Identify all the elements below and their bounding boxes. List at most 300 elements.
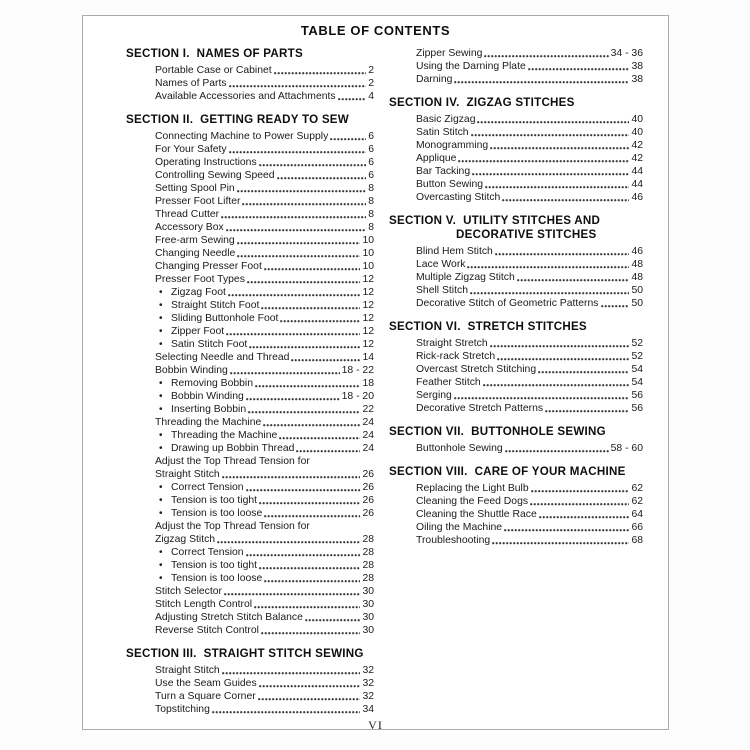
toc-entry xyxy=(389,521,643,534)
dot-leader xyxy=(263,423,360,427)
dot-leader xyxy=(249,345,360,349)
toc-entry xyxy=(126,677,374,690)
section-heading: SECTION VIII. CARE OF YOUR MACHINE xyxy=(389,465,626,478)
toc-entry-label: Cleaning the Feed Dogs xyxy=(416,496,529,507)
dot-leader xyxy=(226,228,367,232)
dot-leader xyxy=(237,254,360,258)
toc-entry-label: Setting Spool Pin xyxy=(155,183,235,194)
toc-entry xyxy=(389,350,643,363)
dot-leader xyxy=(248,410,360,414)
toc-entry-label: Controlling Sewing Speed xyxy=(155,170,275,181)
dot-leader xyxy=(470,291,629,295)
toc-entry-page: 42 xyxy=(631,140,643,151)
toc-entry-page: 18 - 20 xyxy=(341,391,374,402)
dot-leader xyxy=(259,501,360,505)
section-heading-line2: DECORATIVE STITCHES xyxy=(456,228,597,241)
toc-entry xyxy=(389,152,643,165)
dot-leader xyxy=(259,163,367,167)
dot-leader xyxy=(502,198,629,202)
dot-leader xyxy=(539,515,630,519)
toc-entry-page: 28 xyxy=(362,560,374,571)
dot-leader xyxy=(531,489,630,493)
toc-entry xyxy=(126,533,374,546)
toc-entry xyxy=(126,169,374,182)
toc-entry-label: Troubleshooting xyxy=(416,535,491,546)
toc-entry xyxy=(389,442,643,455)
dot-leader xyxy=(483,383,630,387)
toc-entry-page: 14 xyxy=(362,352,374,363)
dot-leader xyxy=(471,133,630,137)
toc-entry xyxy=(389,113,643,126)
toc-entry-label: Rick-rack Stretch xyxy=(416,351,496,362)
toc-entry-page: 26 xyxy=(362,482,374,493)
toc-entry-page: 62 xyxy=(631,483,643,494)
toc-entry-label: • Correct Tension xyxy=(171,482,244,493)
toc-entry-label: Changing Needle xyxy=(155,248,236,259)
toc-entry-label: Adjust the Top Thread Tension for xyxy=(155,456,310,467)
toc-entry-page: 12 xyxy=(362,287,374,298)
toc-entry-label: Lace Work xyxy=(416,259,466,270)
toc-entry-page: 48 xyxy=(631,259,643,270)
toc-entry-page: 26 xyxy=(362,508,374,519)
toc-entry xyxy=(126,299,374,312)
toc-entry-label: Use the Seam Guides xyxy=(155,678,257,689)
toc-entry xyxy=(389,178,643,191)
toc-entry-label: Decorative Stretch Patterns xyxy=(416,403,544,414)
toc-entry-label: Using the Darning Plate xyxy=(416,61,526,72)
dot-leader xyxy=(305,618,361,622)
toc-entry-label: Topstitching xyxy=(155,704,210,715)
toc-entry-page: 8 xyxy=(368,196,374,207)
toc-entry-page: 44 xyxy=(631,179,643,190)
toc-entry xyxy=(126,598,374,611)
toc-entry xyxy=(126,325,374,338)
toc-entry xyxy=(389,376,643,389)
toc-entry-page: 64 xyxy=(631,509,643,520)
toc-entry xyxy=(126,468,374,481)
toc-entry-page: 12 xyxy=(362,300,374,311)
dot-leader xyxy=(237,189,367,193)
dot-leader xyxy=(217,540,360,544)
toc-entry-page: 40 xyxy=(631,114,643,125)
dot-leader xyxy=(222,475,361,479)
toc-entry-label: Stitch Selector xyxy=(155,586,222,597)
toc-entry xyxy=(126,195,374,208)
toc-entry-page: 10 xyxy=(362,235,374,246)
toc-entry xyxy=(389,47,643,60)
dot-leader xyxy=(497,357,629,361)
toc-entry-page: 58 - 60 xyxy=(610,443,643,454)
toc-entry-label: Overcast Stretch Stitching xyxy=(416,364,537,375)
toc-entry-page: 28 xyxy=(362,547,374,558)
dot-leader xyxy=(472,172,629,176)
dot-leader xyxy=(545,409,629,413)
toc-entry xyxy=(126,481,374,494)
dot-leader xyxy=(246,488,361,492)
toc-entry xyxy=(126,507,374,520)
dot-leader xyxy=(485,185,629,189)
dot-leader xyxy=(247,280,361,284)
dot-leader xyxy=(228,293,361,297)
toc-entry xyxy=(389,245,643,258)
dot-leader xyxy=(490,146,629,150)
toc-entry-page: 6 xyxy=(368,131,374,142)
toc-entry xyxy=(126,546,374,559)
section-heading: SECTION V. UTILITY STITCHES AND xyxy=(389,214,601,227)
dot-leader xyxy=(291,358,360,362)
toc-entry xyxy=(389,508,643,521)
toc-entry-page: 62 xyxy=(631,496,643,507)
toc-entry-page: 28 xyxy=(362,573,374,584)
dot-leader xyxy=(230,371,340,375)
toc-entry xyxy=(126,286,374,299)
toc-entry-page: 48 xyxy=(631,272,643,283)
toc-entry xyxy=(126,572,374,585)
toc-entry-page: 8 xyxy=(368,222,374,233)
toc-entry-label: Operating Instructions xyxy=(155,157,257,168)
dot-leader xyxy=(279,436,360,440)
toc-entry-label: Bar Tacking xyxy=(416,166,471,177)
dot-leader xyxy=(538,370,629,374)
section-heading: SECTION I. NAMES OF PARTS xyxy=(126,47,303,60)
toc-entry xyxy=(389,60,643,73)
toc-entry xyxy=(389,402,643,415)
toc-entry-page: 22 xyxy=(362,404,374,415)
toc-entry-label: Available Accessories and Attachments xyxy=(155,91,336,102)
toc-entry xyxy=(389,495,643,508)
dot-leader xyxy=(246,553,361,557)
toc-entry-page: 18 - 22 xyxy=(341,365,374,376)
toc-entry xyxy=(126,247,374,260)
toc-entry-page: 10 xyxy=(362,261,374,272)
toc-entry xyxy=(126,455,374,468)
toc-entry xyxy=(126,585,374,598)
dot-leader xyxy=(221,215,366,219)
toc-entry-label: Buttonhole Sewing xyxy=(416,443,503,454)
dot-leader xyxy=(517,278,630,282)
dot-leader xyxy=(458,159,629,163)
toc-entry-page: 12 xyxy=(362,313,374,324)
toc-entry-label: Oiling the Machine xyxy=(416,522,503,533)
dot-leader xyxy=(226,332,360,336)
toc-entry-page: 66 xyxy=(631,522,643,533)
toc-entry-label: Satin Stitch xyxy=(416,127,469,138)
toc-entry-label: • Tension is too loose xyxy=(171,573,263,584)
dot-leader xyxy=(296,449,360,453)
toc-entry-label: Multiple Zigzag Stitch xyxy=(416,272,515,283)
dot-leader xyxy=(229,150,367,154)
dot-leader xyxy=(490,344,630,348)
toc-entry xyxy=(126,559,374,572)
toc-entry-label: Cleaning the Shuttle Race xyxy=(416,509,537,520)
toc-entry-label: Thread Cutter xyxy=(155,209,220,220)
dot-leader xyxy=(259,684,361,688)
toc-entry-page: 40 xyxy=(631,127,643,138)
dot-leader xyxy=(454,396,630,400)
toc-entry-label: Shell Stitch xyxy=(416,285,468,296)
toc-entry-page: 6 xyxy=(368,144,374,155)
toc-entry-label: Presser Foot Types xyxy=(155,274,245,285)
toc-entry-label: Changing Presser Foot xyxy=(155,261,262,272)
toc-entry-label: Accessory Box xyxy=(155,222,224,233)
toc-entry-label: Straight Stretch xyxy=(416,338,488,349)
toc-entry-label: Connecting Machine to Power Supply xyxy=(155,131,329,142)
toc-entry-page: 46 xyxy=(631,246,643,257)
toc-entry xyxy=(126,494,374,507)
dot-leader xyxy=(277,176,367,180)
toc-entry-page: 24 xyxy=(362,430,374,441)
dot-leader xyxy=(264,579,360,583)
toc-entry xyxy=(126,377,374,390)
toc-entry xyxy=(126,442,374,455)
toc-entry xyxy=(389,165,643,178)
toc-entry-page: 52 xyxy=(631,338,643,349)
toc-entry xyxy=(126,351,374,364)
toc-entry xyxy=(126,520,374,533)
dot-leader xyxy=(274,71,367,75)
toc-entry-label: • Inserting Bobbin xyxy=(171,404,247,415)
toc-entry-label: Turn a Square Corner xyxy=(155,691,256,702)
manual-toc-page xyxy=(82,15,669,730)
toc-entry-page: 32 xyxy=(362,665,374,676)
toc-entry xyxy=(389,271,643,284)
toc-entry-page: 6 xyxy=(368,170,374,181)
dot-leader xyxy=(280,319,360,323)
dot-leader xyxy=(601,304,630,308)
dot-leader xyxy=(454,80,629,84)
toc-entry-label: Adjust the Top Thread Tension for xyxy=(155,521,310,532)
section-heading: SECTION IV. ZIGZAG STITCHES xyxy=(389,96,575,109)
section-heading: SECTION II. GETTING READY TO SEW xyxy=(126,113,349,126)
toc-entry-page: 24 xyxy=(362,417,374,428)
dot-leader xyxy=(492,541,629,545)
toc-entry-label: • Threading the Machine xyxy=(171,430,278,441)
toc-entry xyxy=(389,534,643,547)
toc-entry xyxy=(126,77,374,90)
toc-entry-page: 30 xyxy=(362,599,374,610)
toc-entry xyxy=(126,234,374,247)
toc-entry-page: 10 xyxy=(362,248,374,259)
toc-entry-page: 12 xyxy=(362,326,374,337)
toc-entry-page: 8 xyxy=(368,209,374,220)
section-heading: SECTION VII. BUTTONHOLE SEWING xyxy=(389,425,606,438)
toc-entry xyxy=(126,273,374,286)
dot-leader xyxy=(528,67,630,71)
dot-leader xyxy=(261,631,360,635)
toc-entry-label: • Bobbin Winding xyxy=(171,391,244,402)
toc-entry-label: Adjusting Stretch Stitch Balance xyxy=(155,612,303,623)
toc-entry-page: 42 xyxy=(631,153,643,164)
toc-entry-page: 30 xyxy=(362,625,374,636)
toc-entry xyxy=(389,284,643,297)
toc-entry-page: 68 xyxy=(631,535,643,546)
toc-entry-label: Basic Zigzag xyxy=(416,114,476,125)
toc-entry-page: 6 xyxy=(368,157,374,168)
toc-entry-label: Monogramming xyxy=(416,140,489,151)
dot-leader xyxy=(261,306,360,310)
toc-entry xyxy=(126,90,374,103)
toc-entry xyxy=(126,143,374,156)
toc-entry-page: 32 xyxy=(362,691,374,702)
toc-entry-label: • Zigzag Foot xyxy=(171,287,226,298)
toc-entry-label: • Removing Bobbin xyxy=(171,378,254,389)
toc-entry-label: • Tension is too loose xyxy=(171,508,263,519)
toc-entry xyxy=(389,139,643,152)
section-heading: SECTION III. STRAIGHT STITCH SEWING xyxy=(126,647,364,660)
toc-entry-page: 30 xyxy=(362,612,374,623)
toc-entry-label: Overcasting Stitch xyxy=(416,192,501,203)
toc-entry-page: 32 xyxy=(362,678,374,689)
toc-column-right xyxy=(389,47,643,547)
toc-entry xyxy=(126,156,374,169)
toc-entry xyxy=(126,312,374,325)
toc-entry xyxy=(389,337,643,350)
toc-entry-label: • Sliding Buttonhole Foot xyxy=(171,313,279,324)
toc-entry xyxy=(126,664,374,677)
dot-leader xyxy=(212,710,361,714)
toc-entry-label: Applique xyxy=(416,153,457,164)
dot-leader xyxy=(505,449,609,453)
toc-entry-label: Names of Parts xyxy=(155,78,227,89)
dot-leader xyxy=(237,241,361,245)
dot-leader xyxy=(242,202,366,206)
toc-entry-page: 2 xyxy=(368,78,374,89)
toc-entry-page: 12 xyxy=(362,339,374,350)
toc-entry xyxy=(126,403,374,416)
toc-entry xyxy=(126,182,374,195)
toc-entry-label: Presser Foot Lifter xyxy=(155,196,241,207)
toc-entry-label: Serging xyxy=(416,390,452,401)
toc-entry-label: • Zipper Foot xyxy=(171,326,225,337)
toc-entry-page: 34 - 36 xyxy=(610,48,643,59)
toc-entry-label: Bobbin Winding xyxy=(155,365,228,376)
toc-entry-page: 38 xyxy=(631,74,643,85)
toc-entry-label: Feather Stitch xyxy=(416,377,481,388)
toc-entry-label: Button Sewing xyxy=(416,179,484,190)
toc-entry-page: 44 xyxy=(631,166,643,177)
toc-entry-page: 26 xyxy=(362,495,374,506)
toc-entry-label: • Tension is too tight xyxy=(171,495,258,506)
toc-entry xyxy=(389,73,643,86)
toc-entry xyxy=(389,297,643,310)
toc-entry-label: • Drawing up Bobbin Thread xyxy=(171,443,295,454)
toc-entry-label: • Satin Stitch Foot xyxy=(171,339,248,350)
dot-leader xyxy=(264,267,361,271)
dot-leader xyxy=(264,514,360,518)
toc-entry-label: Selecting Needle and Thread xyxy=(155,352,290,363)
toc-entry-page: 56 xyxy=(631,390,643,401)
dot-leader xyxy=(229,84,367,88)
dot-leader xyxy=(224,592,360,596)
toc-entry-label: Portable Case or Cabinet xyxy=(155,65,272,76)
toc-entry-page: 34 xyxy=(362,704,374,715)
toc-entry xyxy=(126,390,374,403)
toc-entry-label: Blind Hem Stitch xyxy=(416,246,493,257)
toc-entry-page: 54 xyxy=(631,364,643,375)
toc-entry-label: Straight Stitch xyxy=(155,469,220,480)
dot-leader xyxy=(222,671,361,675)
toc-entry-page: 56 xyxy=(631,403,643,414)
toc-entry xyxy=(126,703,374,716)
toc-entry-page: 18 xyxy=(362,378,374,389)
toc-entry-label: • Tension is too tight xyxy=(171,560,258,571)
toc-entry-page: 54 xyxy=(631,377,643,388)
toc-entry xyxy=(126,208,374,221)
dot-leader xyxy=(477,120,629,124)
toc-entry xyxy=(389,389,643,402)
dot-leader xyxy=(504,528,629,532)
toc-entry-page: 50 xyxy=(631,298,643,309)
toc-entry xyxy=(389,191,643,204)
toc-entry-label: For Your Safety xyxy=(155,144,227,155)
toc-entry xyxy=(126,338,374,351)
toc-entry-page: 24 xyxy=(362,443,374,454)
toc-entry-label: Reverse Stitch Control xyxy=(155,625,259,636)
page-title: TABLE OF CONTENTS xyxy=(300,23,451,38)
toc-entry-label: Replacing the Light Bulb xyxy=(416,483,529,494)
toc-entry xyxy=(126,364,374,377)
toc-entry-label: • Correct Tension xyxy=(171,547,244,558)
toc-entry-label: Free-arm Sewing xyxy=(155,235,235,246)
toc-entry-label: Straight Stitch xyxy=(155,665,220,676)
toc-entry-page: 30 xyxy=(362,586,374,597)
toc-entry-label: Stitch Length Control xyxy=(155,599,253,610)
toc-entry-label: Zigzag Stitch xyxy=(155,534,216,545)
toc-entry xyxy=(126,611,374,624)
dot-leader xyxy=(254,605,360,609)
toc-entry-label: • Straight Stitch Foot xyxy=(171,300,260,311)
toc-entry xyxy=(126,64,374,77)
dot-leader xyxy=(255,384,360,388)
toc-entry xyxy=(126,690,374,703)
toc-entry-label: Decorative Stitch of Geometric Patterns xyxy=(416,298,599,309)
toc-entry xyxy=(126,130,374,143)
toc-column-left xyxy=(126,47,374,716)
toc-entry-page: 8 xyxy=(368,183,374,194)
section-heading: SECTION VI. STRETCH STITCHES xyxy=(389,320,587,333)
toc-entry xyxy=(389,363,643,376)
toc-entry xyxy=(126,624,374,637)
dot-leader xyxy=(330,137,366,141)
dot-leader xyxy=(530,502,629,506)
toc-entry xyxy=(389,482,643,495)
toc-entry xyxy=(126,416,374,429)
toc-entry xyxy=(126,260,374,273)
dot-leader xyxy=(484,54,608,58)
toc-entry-page: 52 xyxy=(631,351,643,362)
toc-entry-page: 4 xyxy=(368,91,374,102)
dot-leader xyxy=(258,697,361,701)
toc-entry-page: 12 xyxy=(362,274,374,285)
toc-entry xyxy=(126,221,374,234)
dot-leader xyxy=(467,265,629,269)
toc-entry-page: 2 xyxy=(368,65,374,76)
toc-entry-page: 50 xyxy=(631,285,643,296)
toc-entry-label: Threading the Machine xyxy=(155,417,262,428)
page-number: VI xyxy=(368,718,383,732)
toc-entry xyxy=(389,126,643,139)
toc-entry-label: Zipper Sewing xyxy=(416,48,483,59)
dot-leader xyxy=(246,397,340,401)
toc-entry-page: 28 xyxy=(362,534,374,545)
toc-entry xyxy=(126,429,374,442)
toc-entry-page: 38 xyxy=(631,61,643,72)
dot-leader xyxy=(259,566,360,570)
toc-entry-page: 46 xyxy=(631,192,643,203)
toc-entry-label: Darning xyxy=(416,74,453,85)
dot-leader xyxy=(495,252,630,256)
toc-entry-page: 26 xyxy=(362,469,374,480)
